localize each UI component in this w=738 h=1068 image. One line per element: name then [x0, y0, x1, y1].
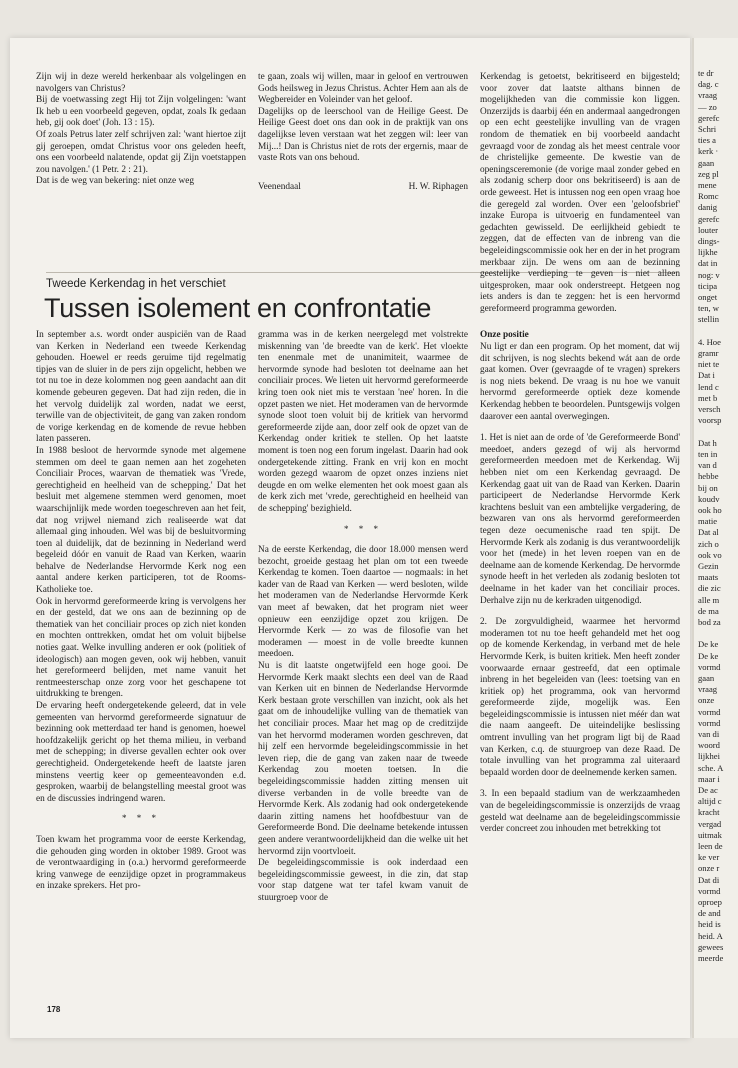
adjacent-page-text-fragment: de and — [698, 908, 721, 919]
magazine-page — [10, 38, 690, 1038]
adjacent-page-text-fragment: De ac — [698, 785, 718, 795]
adjacent-page-text-fragment: te dr — [698, 68, 714, 78]
article-kicker: Tweede Kerkendag in het verschiet — [46, 278, 226, 290]
adjacent-page-text-fragment: gewees — [698, 941, 724, 952]
adjacent-page-text-fragment: ke ver — [698, 852, 720, 863]
adjacent-page-text-fragment: louter — [698, 224, 719, 235]
paragraph: Dagelijks op de leerschool van de Heilige Geest. De Heilige Geest doet ons dan ook in de praktijk van ons dagelijkse leven verstaan wat het zeggen wil: leer van Mij...! Dan is Christus niet de rots der ergernis, maar de vaste Rots van ons behoud. — [258, 106, 468, 164]
paragraph: In 1988 besloot de hervormde synode met algemene stemmen om deel te gaan nemen aan het zogeheten Conciliair Proces, waarvan de thematiek was 'Vrede, gerechtigheid en heelheid van de schepping.' Dat het besluit met algemene stemmen werd genomen, moet waarschijnlijk mede worden toegeschreven aan het feit, dat nog vrijwel niemand zich realiseerde wat dat allemaal ging inhouden. Wel was bij de besluitvorming toen al duidelijk, dat de bezinning in Nederland werd begeleid dóór en vanuit de Raad van Kerken, waarin behalve de Nederlandse Hervormde Kerk nog een aantal andere kerken participeren, tot de Rooms-Katholieke toe. — [36, 445, 246, 596]
paragraph: Nu ligt er dan een program. Op het moment, dat wij dit schrijven, is nog slechts bekend wát aan de orde gaat komen. Over (gevraagde of te vragen) sprekers is nog niets bekend. De vraag is nu hoe we vanuit hervormd gereformeerde optiek deze komende Kerkendag hebben te beoordelen. Puntsgewijs volgen daarover een aantal overwegingen. — [480, 342, 680, 422]
adjacent-page-text-fragment: vormd — [698, 706, 721, 717]
adjacent-page-text-fragment: De ke — [698, 639, 719, 650]
adjacent-page-text-fragment — [694, 326, 738, 337]
adjacent-page-text-fragment: ticipa — [698, 280, 718, 291]
adjacent-page-text-fragment: de ma — [698, 605, 719, 616]
adjacent-page-text-fragment: maats — [698, 572, 719, 583]
adjacent-page-text-fragment: altijd c — [698, 796, 722, 807]
adjacent-page-text-fragment: kracht — [698, 807, 720, 818]
adjacent-page-text-fragment: gaan — [698, 157, 715, 168]
adjacent-page-text-fragment: van d — [698, 460, 717, 471]
adjacent-page-text-fragment: sche. A — [698, 762, 724, 773]
adjacent-page-text-fragment: De ke — [698, 650, 719, 661]
section-break-stars: * * * — [344, 523, 382, 534]
paragraph: 2. De zorgvuldigheid, waarmee het hervormd moderamen tot nu toe heeft gehandeld met het oog op de komende Kerkendag, in verband met de hele Hervormde Kerk, is buiten kritiek. Men heeft zonder voorwaarde ernaar gestreefd, dat een optimale inbreng in het begeleiden van (lees: toetsing van en kritiek op) het programma, ook van hervormd gereformeerde zijde, mogelijk was. Een begeleidingscommissie is intussen niet méér dan wat die naam aangeeft. De uiteindelijke beslissing omtrent invulling van het program ligt bij de Raad van Kerken, c.q. de stuurgroep van deze Raad. De totale invulling van het programma zal uiteraard bepaald worden door de deelnemende kerken samen. — [480, 617, 680, 778]
adjacent-page-text-fragment: ten in — [698, 448, 718, 459]
adjacent-page-text-fragment: heid. A — [698, 930, 723, 941]
adjacent-page-text-fragment: vergad — [698, 818, 722, 829]
adjacent-page-text-fragment: ties a — [698, 135, 716, 146]
paragraph: Na de eerste Kerkendag, die door 18.000 mensen werd bezocht, groeide gestaag het plan om tot een tweede Kerkendag te komen. Toen daartoe — nogmaals: in het kader van de Raad van Kerken — werd besloten, wilde het moderamen van de Nederlandse Hervormde Kerk van meet af bewaken, dat het program niet weer opnieuw een eenzijdige opzet zou krijgen. De Hervormde Kerk — zo was de filosofie van het moderamen — moest in de volle breedte kunnen meedoen. — [258, 545, 468, 660]
adjacent-page-text-fragment: niet te — [698, 359, 720, 370]
top-column-2 — [258, 72, 468, 193]
adjacent-page-text-fragment: Dat i — [698, 370, 715, 381]
adjacent-page-text-fragment: vraag — [698, 90, 718, 101]
paragraph: Kerkendag is getoetst, bekritiseerd en bijgesteld; voor zover dat laatste althans binnen de mogelijkheden van die commissie kon liggen. Onzerzijds is daarbij één en andermaal aangedrongen op een echt geestelijke invulling van de vragen rondom de thematiek en bij voorbeeld aandacht gevraagd voor de zondag als het meest centrale voor de christelijke gemeente. De kwestie van de openingsceremonie (de vorige maal zonder gebed en als zodanig scherp door ons bekritiseerd) is aan de orde geweest. Het is intussen nog een open vraag hoe die geregeld zal worden. Over een 'geloofsbrief' inzake Europa is uitvoerig en fundamenteel van gedachten gewisseld. De eerlijkheid gebiedt te zeggen, dat de effecten van de inbreng van die begeleidingscommissie ook her en der in het program merkbaar zijn. De wens om aan de bezinning geestelijke verdieping te geven is niet alleen uitgesproken, maar ook onderstreept. Hetgeen nog iets anders is dan te zeggen: het is een hervormd gereformeerd programma geworden. — [480, 72, 680, 314]
paragraph: De ervaring heeft ondergetekende geleerd, dat in vele gemeenten van hervormd gereformeerde signatuur de bezinning ook metterdaad ter hand is genomen, hoewel hoofdzakelijk gericht op het thema milieu, in verband met de schepping; in diverse gevallen echter ook over gerechtigheid. Ondergetekende heeft de laatste jaren minstens veertig keer op gemeenteavonden e.d. gesproken, waarbij de belangstelling meestal groot was en de discussies indringend waren. — [36, 701, 246, 804]
adjacent-page-text-fragment: matie — [698, 516, 718, 527]
adjacent-page-text-fragment: heid is — [698, 919, 721, 930]
adjacent-page-text-fragment: zeg pl — [698, 168, 719, 179]
adjacent-page-text-fragment: meerde — [698, 953, 724, 964]
adjacent-page-text-fragment: — zo — [698, 101, 717, 112]
adjacent-page-text-fragment: gerefc — [698, 112, 720, 123]
adjacent-page-text-fragment: bij on — [698, 482, 718, 493]
adjacent-page-text-fragment: maar i — [698, 773, 720, 784]
signature-author: H. W. Riphagen — [408, 181, 468, 192]
adjacent-page-text-fragment: vraag — [698, 684, 718, 695]
adjacent-page-text-fragment: onze r — [698, 863, 720, 874]
adjacent-page-text-fragment: alle m — [698, 594, 720, 605]
paragraph: Ook in hervormd gereformeerde kring is vervolgens her en der gesteld, dat we ons aan de bezinning op de thematiek van het conciliair proces op zich niet konden en mochten onttrekken, omdat het om voluit bijbelse noties gaat. Welke invulling anderen er ook (politiek of ideologisch) aan mogen geven, ook wij hebben, vanuit het gereformeerd belijden, met name vanuit het rentmeesterschap onze zorg voor het geschapene tot uitdrukking te brengen. — [36, 596, 246, 700]
adjacent-page-text-fragment: dag. c — [698, 79, 719, 90]
adjacent-page-text-fragment: gramr — [698, 348, 719, 359]
adjacent-page-text-fragment: Schri — [698, 124, 717, 135]
section-heading-onze-positie: Onze positie — [480, 330, 529, 341]
adjacent-page-text-fragment: vormd — [698, 661, 721, 672]
adjacent-page-text-fragment: dat in — [698, 258, 718, 269]
adjacent-page-text-fragment: met b — [698, 392, 718, 403]
signature-place: Veenendaal — [258, 181, 301, 192]
adjacent-page-text-fragment: Romc — [698, 191, 719, 202]
adjacent-page-text-fragment: dings- — [698, 236, 720, 247]
paragraph: gramma was in de kerken neergelegd met volstrekte miskenning van 'de breedte van de kerk'. Het vloekte ten enenmale met de unanimiteit, waarmee de hervormde synode had besloten tot deelname aan het conciliair proces. We lieten uit hervormd gereformeerde kring toen ook niet mis te verstaan 'nee' horen. In die opzet pasten we niet. Het moderamen van de hervormde synode sloot toen voluit bij de kritiek van hervormd gereformeerde zijde aan, door zelf ook de opzet van de Kerkendag onder kritiek te stellen. Op het laatste moment is toen nog een forum ingelast. Daarin had ook ondergetekende zitting. Frank en vrij kon en mocht worden gezegd waarom de opzet onzes inziens niet deugde en om welke elementen het ook moest gaan als de kerk zich met 'vrede, gerechtigheid en heelheid van de schepping' bezighield. — [258, 330, 468, 514]
adjacent-page-text-fragment: onze — [698, 695, 715, 706]
article-headline: Tussen isolement en confrontatie — [44, 293, 432, 323]
adjacent-page-text-fragment: ook vo — [698, 549, 722, 560]
paragraph: In september a.s. wordt onder auspiciën van de Raad van Kerken in Nederland een tweede Kerkendag gehouden. Hoewel er reeds geruime tijd regelmatig tipjes van de sluier in de pers zijn opgelicht, hebben we tot nu toe in deze kolommen nog geen aandacht aan dit komende gebeuren gegeven. Dat had zijn reden, die in het vervolg duidelijk zal worden, nadat we eerst, terwille van de objectiviteit, de gang van zaken rondom de vorige kerkendag en de komende de revue hebben laten passeren. — [36, 330, 246, 445]
signature-line — [258, 182, 468, 194]
paragraph: Bij de voetwassing zegt Hij tot Zijn volgelingen: 'want Ik heb u een voorbeeld gegeven, opdat, zoals Ik gedaan heb, gij ook doet' (Joh. 13 : 15). — [36, 95, 246, 129]
paragraph: Nu is dit laatste ongetwijfeld een hoge gooi. De Hervormde Kerk maakt slechts een deel van de Raad van Kerken uit en binnen de Nederlandse Hervormde Kerk bestaan grote verschillen van inzicht, ook als het gaat om de inhoudelijke vulling van de thematiek van het conciliair proces. Maar het mag op de creditzijde van het hervormd moderamen worden geschreven, dat hij zelf een hervormde begeleidingscommissie in het leven riep, die de gang van zaken naar de tweede Kerkendag zou moeten toetsen. In die begeleidingscommissie hadden zitting mensen uit diverse verbanden in de volle breedte van de Hervormde Kerk. Als zodanig had ook ondergetekende daarin zitting namens het hoofdbestuur van de Gereformeerde Bond. Die deelname betekende intussen geen andere verantwoordelijkheid dan die welke uit het hervormd zijn voortvloeit. — [258, 661, 468, 857]
adjacent-page-text-fragment: ook ho — [698, 504, 722, 515]
adjacent-page-text-fragment: onget — [698, 292, 718, 303]
adjacent-page-text-fragment: vormd — [698, 885, 721, 896]
adjacent-page-text-fragment: mene — [698, 180, 717, 191]
article-column-3 — [480, 72, 680, 836]
adjacent-page-text-fragment: nog: v — [698, 269, 720, 280]
adjacent-page-text-fragment: Dat di — [698, 874, 720, 885]
adjacent-page-text-fragment: lijkhei — [698, 751, 720, 762]
adjacent-page-text-fragment: stellin — [698, 314, 720, 325]
paragraph: 1. Het is niet aan de orde of 'de Gereformeerde Bond' meedoet, anders gezegd of wij als hervormd gereformeerden meedoen met de Kerkendag. Wij hebben niet om een Kerkendag gevraagd. De Kerkendag gaat uit van de Raad van Kerken. Daarin participeert de Nederlandse Hervormde Kerk krachtens besluit van een ambtelijke vergadering, de bezwaren van ons als hervormd gereformeerden tegen deze oecumenische raad ten spijt. De Hervormde Kerk als zodanig is dus verantwoordelijk voor het (mede) in het leven roepen van en de deelname aan de komende Kerkendag. De hervormde synode heeft in het verleden als zodanig besloten tot deelname in het kader van het conciliair proces. Derhalve zijn nu de kerkraden uitgenodigd. — [480, 433, 680, 606]
adjacent-page-text-fragment: woord — [698, 740, 720, 751]
paragraph: Zijn wij in deze wereld herkenbaar als volgelingen en navolgers van Christus? — [36, 72, 246, 94]
paragraph: De begeleidingscommissie is ook inderdaad een begeleidingscommissie geweest, in die zin, dat stap voor stap datgene wat ter tafel kwam vanuit de stuurgroep voor de — [258, 858, 468, 903]
adjacent-page-text-fragment: voorsp — [698, 415, 722, 426]
adjacent-page-text-fragment: lijkhe — [698, 247, 718, 258]
adjacent-page-text-fragment: Dat h — [698, 437, 717, 448]
adjacent-page-text-fragment: die zic — [698, 583, 721, 594]
adjacent-page-text-fragment: oproep — [698, 897, 722, 908]
adjacent-page-text-fragment: versch — [698, 404, 721, 415]
adjacent-page-text-fragment: zich o — [698, 538, 719, 549]
paragraph: te gaan, zoals wij willen, maar in geloof en vertrouwen Gods heilsweg in Jezus Christus. Achter Hem aan als de Wegbereider en Voleinder van het geloof. — [258, 72, 468, 106]
adjacent-page-text-fragment: van di — [698, 728, 720, 739]
page-number: 178 — [47, 1005, 61, 1014]
adjacent-page-text-fragment: 4. Hoe — [698, 336, 721, 347]
adjacent-page-text-fragment: hebbe — [698, 471, 719, 482]
paragraph: Dat is de weg van bekering: niet onze weg — [36, 176, 194, 187]
adjacent-page-text-fragment: kerk · — [698, 146, 719, 157]
adjacent-page-text-fragment: danig — [698, 202, 718, 213]
adjacent-page-text-fragment: ten, w — [698, 303, 720, 314]
adjacent-page-text-fragment — [694, 628, 738, 639]
article-column-1 — [36, 330, 246, 893]
adjacent-page-text-fragment: gaan — [698, 672, 715, 683]
paragraph: Toen kwam het programma voor de eerste Kerkendag, die gehouden ging worden in oktober 1989. Groot was de verontwaardiging in (o.a.) hervormd gereformeerde kring vanwege de eenzijdige opzet in programmakeus en inzake sprekers. Het pro- — [36, 834, 246, 892]
top-column-1 — [36, 72, 246, 188]
adjacent-page-text-fragment — [694, 427, 738, 438]
adjacent-page-text-fragment: vormd — [698, 717, 721, 728]
section-break-stars: * * * — [122, 813, 160, 824]
paragraph: 3. In een bepaald stadium van de werkzaamheden van de begeleidingscommissie is onzerzijds de vraag gesteld wat deelname aan de begeleidingscommissie verder concreet zou inhouden met betrekking tot — [480, 789, 680, 835]
adjacent-page-text-fragment: lend c — [698, 381, 719, 392]
adjacent-page-text-fragment: Dat al — [698, 527, 719, 538]
adjacent-page-text-fragment: bod za — [698, 616, 721, 627]
adjacent-page-text-fragment: gerefc — [698, 213, 720, 224]
article-column-2 — [258, 330, 468, 905]
adjacent-page-text-fragment: leen de — [698, 841, 723, 852]
adjacent-page-text-fragment: Gezin — [698, 560, 719, 571]
adjacent-page-edge — [692, 38, 738, 1038]
paragraph: Of zoals Petrus later zelf schrijven zal: 'want hiertoe zijt gij geroepen, omdat Christus voor ons geleden heeft, ons een voorbeeld nalatende, opdat gij Zijn voetstappen zou navolgen.' (1 Petr. 2 : 21). — [36, 129, 246, 175]
adjacent-page-text-fragment: uitmak — [698, 829, 722, 840]
adjacent-page-text-fragment: koudv — [698, 493, 720, 504]
